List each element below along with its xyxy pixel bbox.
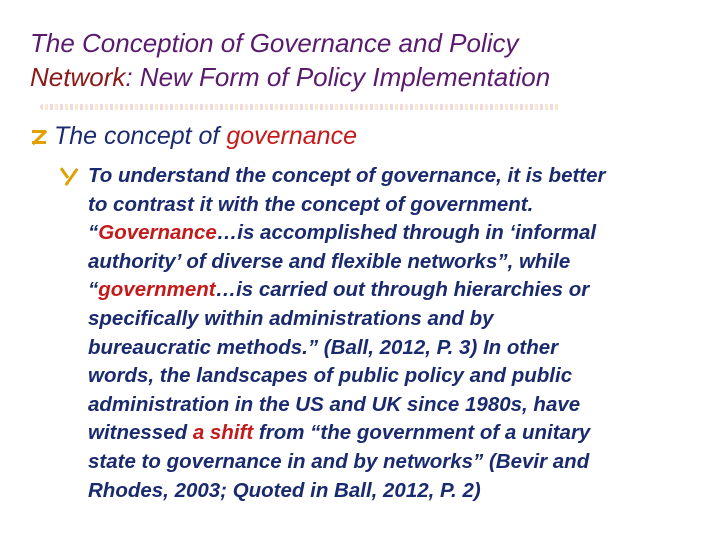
- body-line-2: to contrast it with the concept of government.: [88, 192, 534, 216]
- government-emphasis: government: [98, 278, 216, 302]
- heading-bullet: [30, 122, 357, 151]
- title-text-network: Network: [30, 62, 126, 92]
- body-paragraph: [88, 162, 708, 505]
- body-line-3-rest: …is accomplished through in ‘informal: [216, 221, 597, 245]
- body-line-6: specifically within administrations and by: [88, 306, 494, 330]
- title-text-1: The Conception of Governance and Policy: [30, 28, 519, 58]
- body-line-8: words, the landscapes of public policy and public: [88, 364, 573, 388]
- body-line-4: authority’ of diverse and flexible networks”, while: [88, 249, 571, 273]
- governance-emphasis: Governance: [98, 221, 217, 245]
- heading-emphasis: governance: [226, 122, 357, 150]
- shift-emphasis: a shift: [192, 421, 254, 445]
- body-line-11: state to governance in and by networks” (Bevir and: [88, 449, 590, 473]
- title-divider: [40, 104, 560, 110]
- open-quote: “: [88, 278, 99, 302]
- body-line-7: bureaucratic methods.” (Ball, 2012, P. 3) In other: [88, 335, 559, 359]
- title-text-2: : New Form of Policy Implementation: [125, 62, 551, 92]
- y-bullet-icon: [58, 166, 78, 186]
- slide-title: [30, 26, 710, 94]
- body-line-10-pre: witnessed: [88, 421, 193, 445]
- body-line-3: [88, 219, 708, 248]
- z-bullet-icon: [30, 127, 48, 147]
- body-line-5-rest: …is carried out through hierarchies or: [215, 278, 590, 302]
- body-line-10-rest: from “the government of a unitary: [253, 421, 591, 445]
- heading-prefix: The concept of: [54, 122, 227, 150]
- body-line-10: [88, 419, 708, 448]
- body-line-9: administration in the US and UK since 1980s, have: [88, 392, 581, 416]
- open-quote: “: [88, 221, 99, 245]
- section-heading: [54, 122, 357, 151]
- body-line-1: To understand the concept of governance, it is better: [88, 164, 606, 187]
- body-line-5: [88, 276, 708, 305]
- body-line-12: Rhodes, 2003; Quoted in Ball, 2012, P. 2): [88, 478, 481, 502]
